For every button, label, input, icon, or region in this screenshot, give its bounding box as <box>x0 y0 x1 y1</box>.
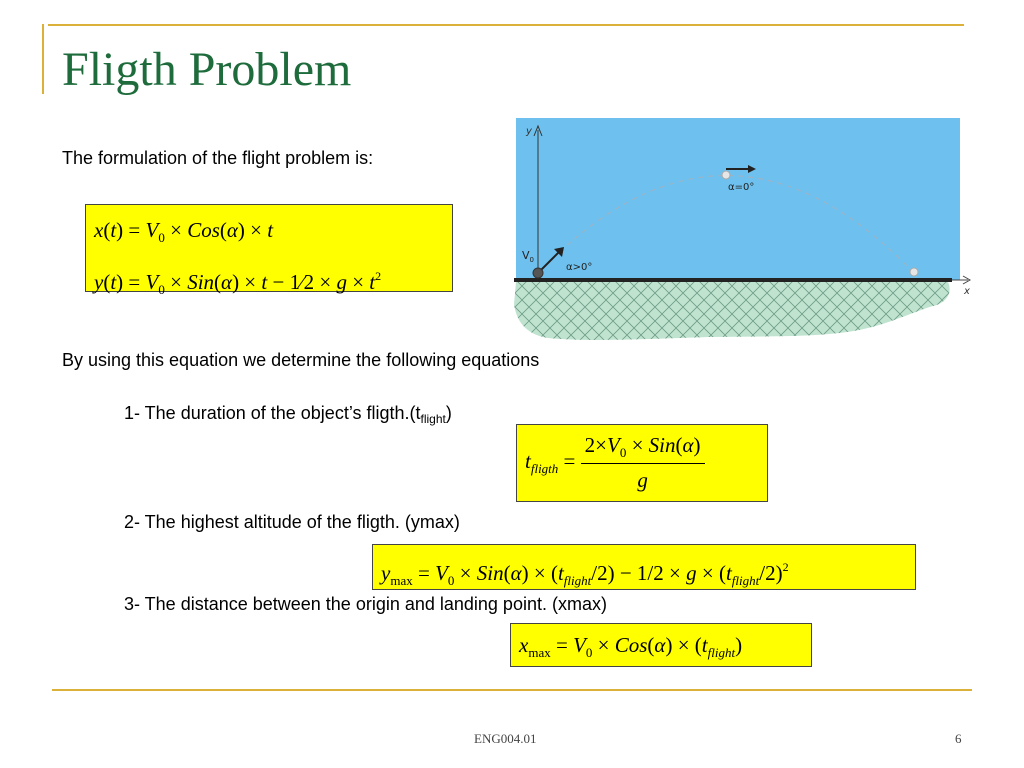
launch-point <box>533 268 543 278</box>
apex-point <box>722 171 730 179</box>
y-equation: $y(t) = V_0 \times Sin(\alpha) \times t$ − 1⁄2 × $g \times t^2$ <box>94 269 382 297</box>
launch-angle-label: α>0° <box>566 262 593 273</box>
intro-text: The formulation of the flight problem is: <box>62 148 374 168</box>
max-altitude-formula: $y_{max} = V_0 \times Sin(\alpha) \times (t_{flight}/2) - 1/2 \times g \times (t_{flight}/2)^2$ <box>372 544 916 590</box>
sky-area <box>516 118 960 280</box>
item-max-distance: 3- The distance between the origin and landing point. (xmax) <box>124 594 607 614</box>
flight-time-formula: $t_{fligth}$ = $\frac{2\times V_0 \times Sin(\alpha)}{g}$ <box>516 424 768 502</box>
v0-label: $V_0$ <box>522 249 534 264</box>
footer-course-code: ENG004.01 <box>474 731 537 746</box>
y-axis-label: y <box>526 126 532 137</box>
apex-angle-label: α=0° <box>728 182 755 193</box>
x-axis-label: x <box>964 286 970 297</box>
footer-divider <box>52 689 972 691</box>
item-flight-duration-text: 1- The duration of the object’s fligth.(t <box>124 403 421 423</box>
item-max-altitude: 2- The highest altitude of the fligth. (ymax) <box>124 512 460 532</box>
x-equation: $x(t) = V_0 \times Cos(\alpha) \times t$ <box>94 218 274 245</box>
flight-time-fraction: $\frac{2\times V_0 \times Sin(\alpha)}{g}$ <box>581 433 705 493</box>
equations-intro-text: By using this equation we determine the following equations <box>62 350 540 370</box>
page-number: 6 <box>955 731 962 746</box>
motion-equations-box <box>85 204 453 297</box>
trajectory-diagram <box>508 118 978 343</box>
frame-left-line <box>42 24 44 94</box>
ground-hatching <box>514 282 950 340</box>
frame-top-line <box>48 24 964 26</box>
slide-title: Fligth Problem <box>62 43 352 96</box>
landing-point <box>910 268 918 276</box>
item-flight-duration-close: ) <box>445 403 452 423</box>
item-flight-duration-sub: flight <box>420 412 446 426</box>
item-flight-duration <box>124 403 452 426</box>
max-distance-formula: $x_{max} = V_0 \times Cos(\alpha) \times (t_{flight})$ <box>510 623 812 667</box>
